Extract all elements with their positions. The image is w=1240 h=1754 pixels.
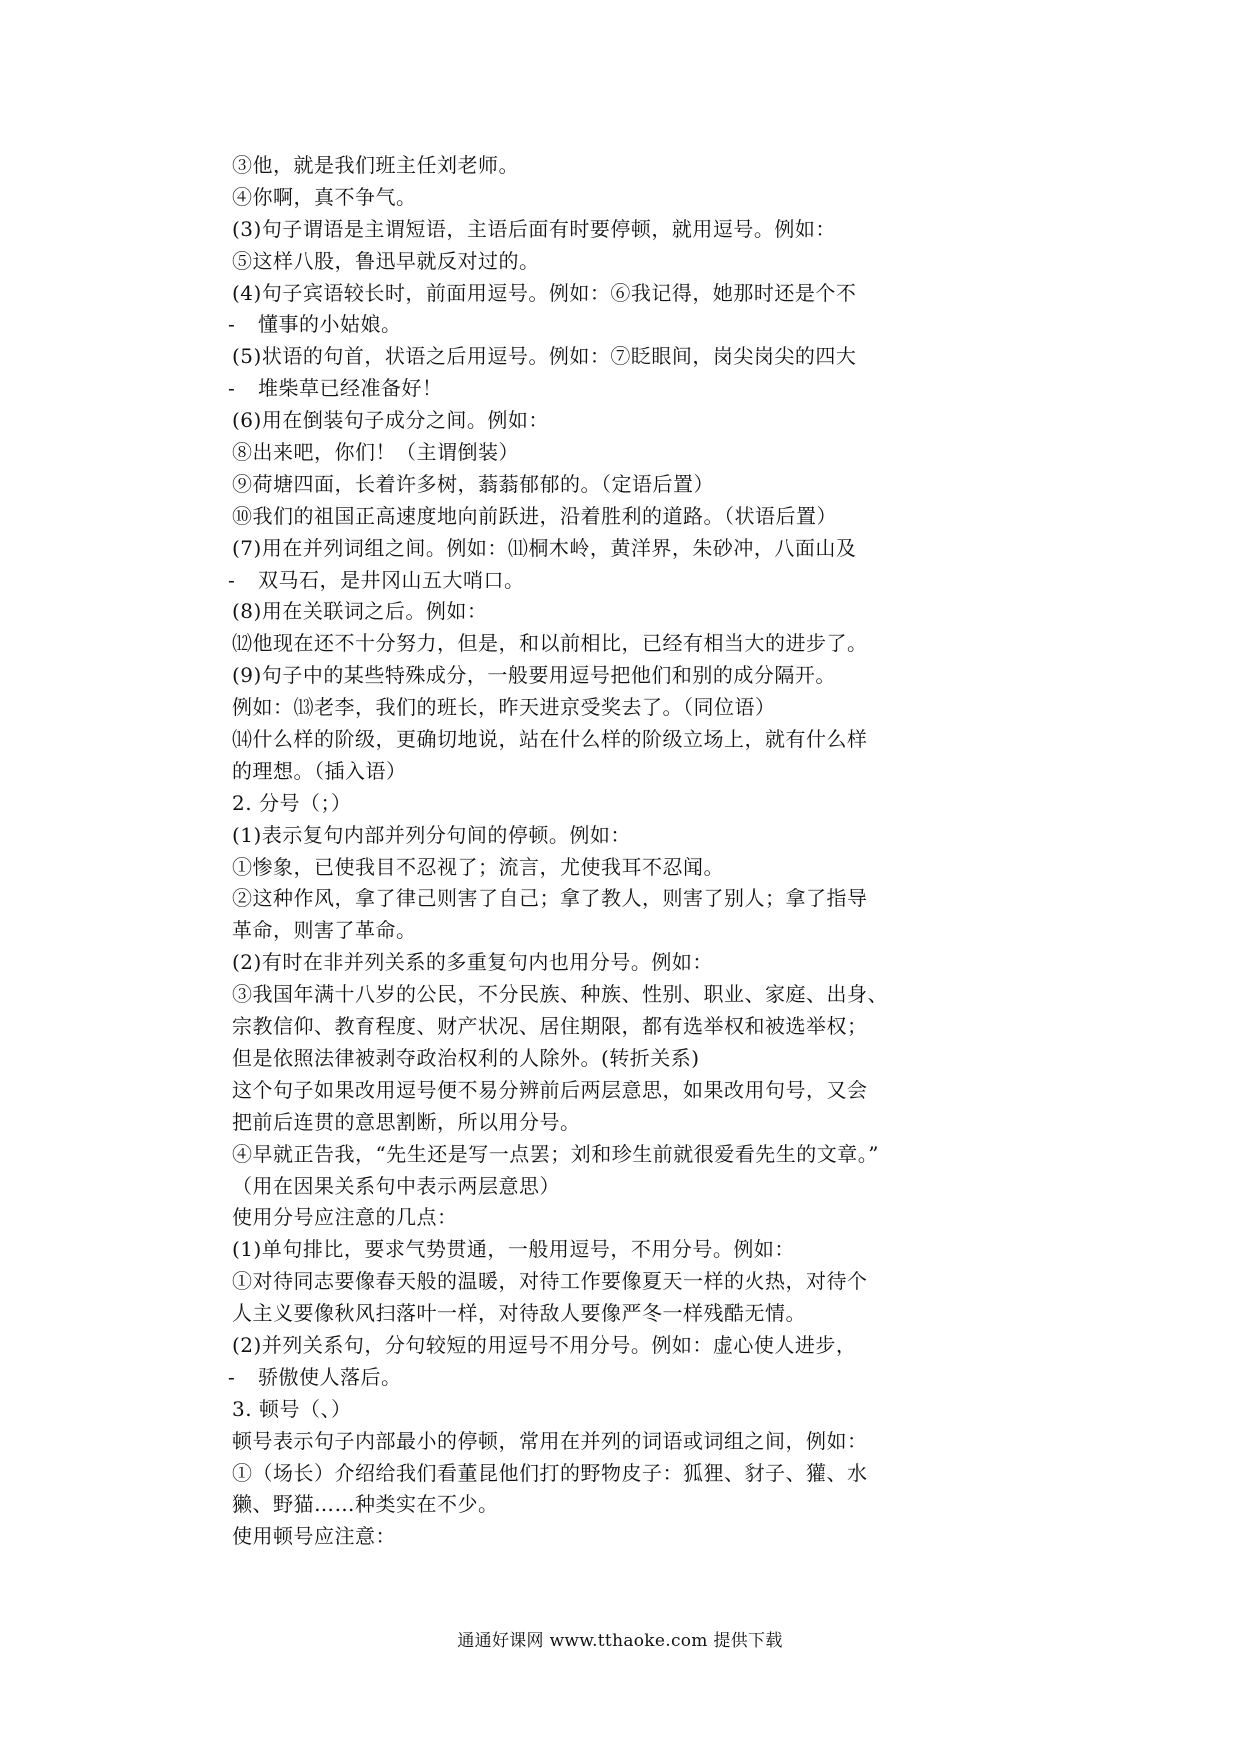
text-line (228, 565, 1032, 597)
continuation-dash: - (228, 1364, 236, 1389)
text-line (232, 692, 1032, 724)
line-text: ⒁什么样的阶级，更确切地说，站在什么样的阶级立场上，就有什么样 (232, 727, 868, 752)
text-line (232, 150, 1032, 182)
text-line (232, 469, 1032, 501)
text-line (232, 1330, 1032, 1362)
line-text: (4)句子宾语较长时，前面用逗号。例如：⑥我记得，她那时还是个不 (232, 280, 857, 305)
text-line (232, 1521, 1032, 1553)
text-line (232, 1234, 1032, 1266)
continuation-dash: - (228, 312, 236, 337)
line-text: ③我国年满十八岁的公民，不分民族、种族、性别、职业、家庭、出身、 (232, 982, 888, 1007)
text-line (232, 246, 1032, 278)
line-text: ⑩我们的祖国正高速度地向前跃进，沿着胜利的道路。（状语后置） (232, 503, 837, 528)
continuation-dash: - (228, 567, 236, 592)
text-line (232, 788, 1032, 820)
line-text: 使用顿号应注意： (232, 1524, 396, 1549)
line-text: (7)用在并列词组之间。例如：⑾桐木岭，黄洋界，朱砂冲，八面山及 (232, 535, 857, 560)
text-line (232, 1107, 1032, 1139)
line-text: 宗教信仰、教育程度、财产状况、居住期限，都有选举权和被选举权； (232, 1014, 868, 1039)
line-text: 骄傲使人落后。 (258, 1364, 402, 1389)
line-text: ④你啊，真不争气。 (232, 184, 417, 209)
line-text: 革命，则害了革命。 (232, 918, 417, 943)
line-text: ⑤这样八股，鲁迅早就反对过的。 (232, 248, 540, 273)
text-line (228, 1362, 1032, 1394)
text-line (232, 1075, 1032, 1107)
line-text: 的理想。（插入语） (232, 758, 407, 783)
line-text: 懂事的小姑娘。 (258, 312, 402, 337)
text-line (232, 341, 1032, 373)
line-text: 双马石，是井冈山五大哨口。 (258, 567, 525, 592)
line-text: 2. 分号（；） (232, 790, 352, 815)
text-line (232, 1298, 1032, 1330)
line-text: (6)用在倒装句子成分之间。例如： (232, 408, 549, 433)
text-line (232, 628, 1032, 660)
text-line (232, 979, 1032, 1011)
line-text: ⑨荷塘四面，长着许多树，蓊蓊郁郁的。（定语后置） (232, 471, 714, 496)
line-text: ③他，就是我们班主任刘老师。 (232, 153, 519, 177)
document-body (228, 150, 1032, 1553)
line-text: 人主义要像秋风扫落叶一样，对待敌人要像严冬一样残酷无情。 (232, 1301, 806, 1326)
line-text: 但是依照法律被剥夺政治权利的人除外。(转折关系) (232, 1045, 700, 1070)
line-text: 獭、野猫……种类实在不少。 (232, 1492, 499, 1517)
text-line (232, 437, 1032, 469)
line-text: (5)状语的句首，状语之后用逗号。例如：⑦眨眼间，岗尖岗尖的四大 (232, 344, 857, 369)
text-line (232, 724, 1032, 756)
text-line (232, 278, 1032, 310)
text-line (232, 1171, 1032, 1203)
page-footer: 通通好课网 www.tthaoke.com 提供下载 (457, 1631, 783, 1651)
line-text: (8)用在关联词之后。例如： (232, 599, 488, 624)
continuation-dash: - (228, 376, 236, 401)
text-line (232, 820, 1032, 852)
line-text: 使用分号应注意的几点： (232, 1205, 458, 1230)
line-text: (2)有时在非并列关系的多重复句内也用分号。例如： (232, 950, 713, 975)
text-line (232, 1266, 1032, 1298)
line-text: ①对待同志要像春天般的温暖，对待工作要像夏天一样的火热，对待个 (232, 1269, 868, 1294)
line-text: ④早就正告我，“先生还是写一点罢；刘和珍生前就很爱看先生的文章。” (232, 1141, 879, 1166)
text-line (232, 915, 1032, 947)
line-text: ①（场长）介绍给我们看董昆他们打的野物皮子：狐狸、豺子、獾、水 (232, 1460, 868, 1485)
line-text: ⑧出来吧，你们！（主谓倒装） (232, 440, 519, 465)
text-line (232, 1489, 1032, 1521)
text-line (232, 1139, 1032, 1171)
line-text: ⑿他现在还不十分努力，但是，和以前相比，已经有相当大的进步了。 (232, 631, 868, 656)
text-line (232, 501, 1032, 533)
text-line (232, 1011, 1032, 1043)
line-text: 把前后连贯的意思割断，所以用分号。 (232, 1109, 581, 1134)
line-text: ②这种作风，拿了律己则害了自己；拿了教人，则害了别人；拿了指导 (232, 886, 868, 911)
line-text: 顿号表示句子内部最小的停顿，常用在并列的词语或词组之间，例如： (232, 1428, 868, 1453)
text-line (232, 756, 1032, 788)
text-line (232, 852, 1032, 884)
line-text: 堆柴草已经准备好！ (258, 376, 443, 401)
text-line (228, 309, 1032, 341)
text-line (228, 373, 1032, 405)
text-line (232, 1458, 1032, 1490)
text-line (232, 1426, 1032, 1458)
line-text: (1)表示复句内部并列分句间的停顿。例如： (232, 822, 631, 847)
text-line (232, 883, 1032, 915)
text-line (232, 1394, 1032, 1426)
text-line (232, 1202, 1032, 1234)
line-text: 这个句子如果改用逗号便不易分辨前后两层意思，如果改用句号，又会 (232, 1077, 868, 1102)
line-text: (1)单句排比，要求气势贯通，一般用逗号，不用分号。例如： (232, 1237, 795, 1262)
text-line (232, 182, 1032, 214)
text-line (232, 596, 1032, 628)
text-line (232, 533, 1032, 565)
text-line (232, 660, 1032, 692)
line-text: ①惨象，已使我目不忍视了；流言，尤使我耳不忍闻。 (232, 854, 724, 879)
line-text: (9)句子中的某些特殊成分，一般要用逗号把他们和别的成分隔开。 (232, 663, 836, 688)
text-line (232, 947, 1032, 979)
line-text: (2)并列关系句，分句较短的用逗号不用分号。例如：虚心使人进步， (232, 1332, 857, 1357)
text-line (232, 214, 1032, 246)
text-line (232, 405, 1032, 437)
line-text: （用在因果关系句中表示两层意思） (232, 1173, 560, 1198)
text-line (232, 1043, 1032, 1075)
line-text: 例如：⒀老李，我们的班长，昨天进京受奖去了。（同位语） (232, 695, 776, 720)
line-text: 3. 顿号（、） (232, 1396, 352, 1421)
line-text: (3)句子谓语是主谓短语，主语后面有时要停顿，就用逗号。例如： (232, 216, 836, 241)
